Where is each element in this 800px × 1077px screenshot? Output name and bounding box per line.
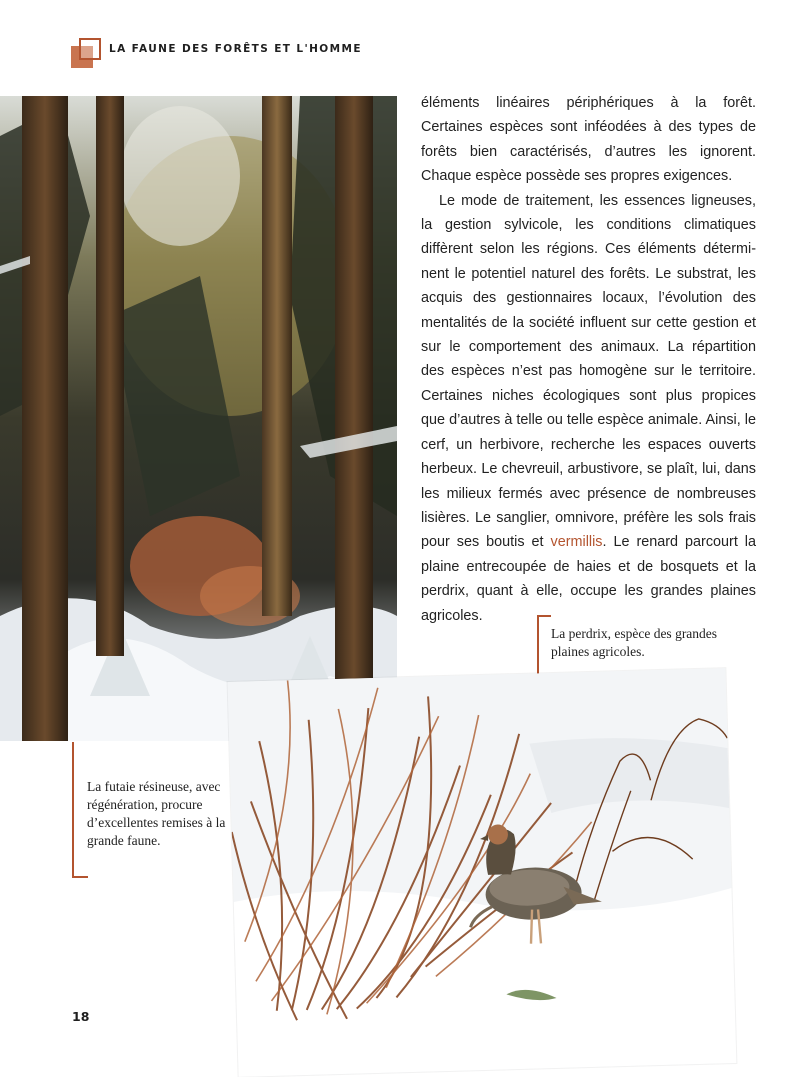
caption-tick bbox=[74, 876, 88, 878]
partridge-in-snow-photo bbox=[228, 668, 737, 1077]
section-logo-icon bbox=[71, 38, 107, 72]
conifer-forest-photo bbox=[0, 96, 397, 741]
highlighted-term: vermillis bbox=[550, 534, 603, 551]
page-number: 18 bbox=[72, 1009, 90, 1024]
paragraph-2-text-b: . Le renard parcourt la plaine entrecoupée de haies et de bosquets et la perdrix, quant à elle, occupe les grandes plaines agricoles. bbox=[421, 534, 756, 624]
paragraph-2 bbox=[421, 189, 756, 628]
paragraph-1: éléments linéaires périphériques à la forêt. Certaines espèces sont inféodées à des types de forêts bien caractérisés, d’autres les ignorent. Chaque espèce possède ses propres exigences. bbox=[421, 95, 756, 185]
article-body bbox=[421, 91, 756, 628]
paragraph-2-text-a: Le mode de traitement, les essences ligneuses, la gestion sylvicole, les conditions climatiques diffèrent selon les régions. Ces éléments déterminent le potentiel naturel des forêts. Le substrat, les acquis des gestionnaires locaux, l’évolution des mentalités de la société influent sur cette gestion et sur le comportement des animaux. La répartition des espèces n’est pas homogène sur le territoire. Certaines niches écologiques sont plus propices que d’autres à telle ou telle espèce animale. Ainsi, le cerf, un herbivore, recherche les espaces ouverts herbeux. Le chevreuil, arbustivore, se plaît, lui, dans les milieux fermés avec présence de nombreuses lisières. Le sanglier, omnivore, préfère les sols frais pour ses boutis et bbox=[421, 192, 756, 551]
caption-tick bbox=[539, 615, 551, 617]
caption-futaie-text: La futaie résineuse, avec régénération, procure d’excellentes remises à la grande faune. bbox=[87, 779, 226, 848]
caption-perdrix-text: La perdrix, espèce des grandes plaines agricoles. bbox=[551, 626, 718, 659]
caption-futaie bbox=[72, 742, 234, 878]
logo-square-outline bbox=[79, 38, 101, 60]
running-header: LA FAUNE DES FORÊTS ET L'HOMME bbox=[109, 43, 362, 55]
